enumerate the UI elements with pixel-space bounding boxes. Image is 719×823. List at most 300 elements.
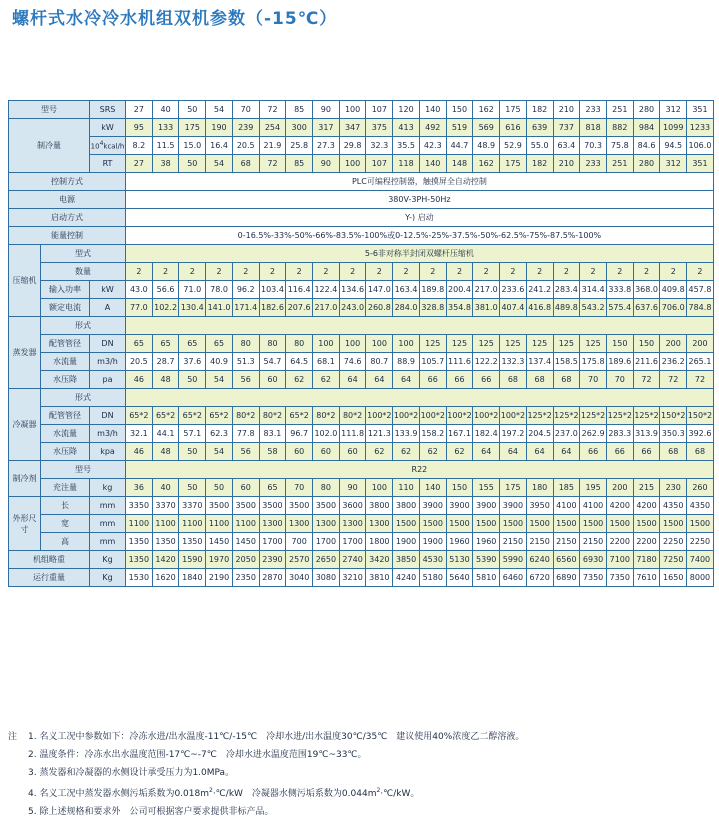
condenser-pipe-row-cell: 150*2 [687, 407, 714, 425]
compressor-type-label: 型式 [41, 245, 126, 263]
refrigerant-charge-unit: kg [90, 479, 126, 497]
condenser-drop-row-cell: 50 [179, 443, 206, 461]
condenser-pipe-row [9, 407, 714, 425]
capacity-kcal-cell: 94.5 [660, 137, 687, 155]
dims-width-row [9, 515, 714, 533]
evaporator-drop-row-cell: 46 [126, 371, 153, 389]
refrigerant-type-row [9, 461, 714, 479]
control-row-label: 控制方式 [9, 173, 126, 191]
note-2: 2. 温度条件：冷冻水出水温度范围-17℃~-7℃ 冷却水进水温度范围19℃~33℃。 [28, 750, 367, 760]
evaporator-drop-row-cell: 48 [152, 371, 179, 389]
condenser-pipe-row-cell: 100*2 [366, 407, 393, 425]
dims-length-row-cell: 3900 [500, 497, 527, 515]
net-weight-row-cell: 2050 [232, 551, 259, 569]
condenser-drop-row-cell: 54 [206, 443, 233, 461]
control-row [9, 173, 714, 191]
net-weight-row-cell: 3850 [393, 551, 420, 569]
dims-width-row-cell: 1100 [152, 515, 179, 533]
condenser-flow-row-cell: 96.7 [286, 425, 313, 443]
refrigerant-charge-label: 充注量 [41, 479, 90, 497]
model-row-cell: 175 [500, 101, 527, 119]
model-row-cell: 210 [553, 101, 580, 119]
evaporator-flow-row [9, 353, 714, 371]
condenser-drop-unit: kpa [90, 443, 126, 461]
compressor-qty-row-cell: 2 [339, 263, 366, 281]
compressor-input-row-cell: 233.6 [500, 281, 527, 299]
compressor-qty-row-cell: 2 [580, 263, 607, 281]
dims-length-row-cell: 4100 [553, 497, 580, 515]
capacity-rt-unit: RT [90, 155, 126, 173]
compressor-current-row-cell: 637.6 [633, 299, 660, 317]
run-weight-row-cell: 3080 [313, 569, 340, 587]
compressor-type-value: 5-6非对称半封闭双螺杆压缩机 [126, 245, 714, 263]
condenser-flow-row-cell: 133.9 [393, 425, 420, 443]
compressor-input-row-cell: 314.4 [580, 281, 607, 299]
model-unit: SRS [90, 101, 126, 119]
model-row-cell: 85 [286, 101, 313, 119]
evaporator-drop-row-cell: 68 [526, 371, 553, 389]
capacity-rt-row-cell: 140 [419, 155, 446, 173]
dims-length-row-cell: 4200 [633, 497, 660, 515]
condenser-pipe-row-cell: 125*2 [580, 407, 607, 425]
note-3: 3. 蒸发器和冷凝器的水侧设计承受压力为1.0MPa。 [28, 768, 235, 778]
evaporator-drop-row-cell: 66 [446, 371, 473, 389]
capacity-kw-cell: 519 [446, 119, 473, 137]
compressor-current-row-cell: 416.8 [526, 299, 553, 317]
dims-length-row-cell: 4200 [606, 497, 633, 515]
dims-length-row-cell: 4350 [660, 497, 687, 515]
capacity-rt-row-cell: 85 [286, 155, 313, 173]
compressor-current-row-cell: 328.8 [419, 299, 446, 317]
net-weight-row-cell: 2650 [313, 551, 340, 569]
condenser-drop-row-cell: 64 [500, 443, 527, 461]
net-weight-row-cell: 7250 [660, 551, 687, 569]
evaporator-drop-row-cell: 64 [339, 371, 366, 389]
dims-length-row [9, 497, 714, 515]
model-row-cell: 182 [526, 101, 553, 119]
dims-length-row-cell: 3900 [473, 497, 500, 515]
net-weight-row-cell: 1590 [179, 551, 206, 569]
compressor-current-row [9, 299, 714, 317]
compressor-input-row-cell: 134.6 [339, 281, 366, 299]
dims-height-row-cell: 1450 [206, 533, 233, 551]
capacity-kcal-cell: 27.3 [313, 137, 340, 155]
dims-length-row-cell: 3370 [152, 497, 179, 515]
compressor-input-row-cell: 122.4 [313, 281, 340, 299]
compressor-current-row-cell: 171.4 [232, 299, 259, 317]
start-row [9, 209, 714, 227]
model-row-cell: 70 [232, 101, 259, 119]
condenser-pipe-label: 配管管径 [41, 407, 90, 425]
evaporator-drop-row-cell: 68 [500, 371, 527, 389]
condenser-drop-row-cell: 66 [580, 443, 607, 461]
compressor-current-row-cell: 217.0 [313, 299, 340, 317]
evaporator-drop-label: 水压降 [41, 371, 90, 389]
compressor-current-row-cell: 407.4 [500, 299, 527, 317]
evaporator-flow-row-cell: 158.5 [553, 353, 580, 371]
run-weight-row-cell: 2190 [206, 569, 233, 587]
evaporator-pipe-row-cell: 65 [206, 335, 233, 353]
evaporator-drop-row-cell: 62 [286, 371, 313, 389]
capacity-kw-cell: 984 [633, 119, 660, 137]
capacity-kw-cell: 133 [152, 119, 179, 137]
model-row-cell: 312 [660, 101, 687, 119]
evaporator-drop-row-cell: 50 [179, 371, 206, 389]
condenser-pipe-row-cell: 100*2 [419, 407, 446, 425]
capacity-kcal-cell: 29.8 [339, 137, 366, 155]
condenser-drop-row-cell: 68 [687, 443, 714, 461]
condenser-pipe-row-cell: 65*2 [126, 407, 153, 425]
evaporator-flow-row-cell: 105.7 [419, 353, 446, 371]
run-weight-row-cell: 6890 [553, 569, 580, 587]
evaporator-pipe-row-cell: 200 [660, 335, 687, 353]
run-weight-row-cell: 3040 [286, 569, 313, 587]
condenser-drop-row-cell: 64 [473, 443, 500, 461]
capacity-kw-cell: 239 [232, 119, 259, 137]
compressor-qty-row-cell: 2 [660, 263, 687, 281]
compressor-qty-row-cell: 2 [473, 263, 500, 281]
refrigerant-charge-row-cell: 110 [393, 479, 420, 497]
run-weight-row-cell: 7610 [633, 569, 660, 587]
model-row-cell: 40 [152, 101, 179, 119]
condenser-flow-row-cell: 44.1 [152, 425, 179, 443]
capacity-kw-cell: 347 [339, 119, 366, 137]
evaporator-drop-row-cell: 68 [553, 371, 580, 389]
model-label: 型号 [9, 101, 90, 119]
dims-height-row-cell: 1900 [393, 533, 420, 551]
condenser-drop-row-cell: 58 [259, 443, 286, 461]
evaporator-pipe-row [9, 335, 714, 353]
net-weight-unit: Kg [90, 551, 126, 569]
dims-height-row-cell: 700 [286, 533, 313, 551]
compressor-qty-row-cell: 2 [526, 263, 553, 281]
net-weight-row-cell: 4530 [419, 551, 446, 569]
compressor-input-row-cell: 283.4 [553, 281, 580, 299]
condenser-pipe-unit: DN [90, 407, 126, 425]
capacity-kw-cell: 616 [500, 119, 527, 137]
capacity-rt-row-cell: 72 [259, 155, 286, 173]
capacity-kw-cell: 569 [473, 119, 500, 137]
condenser-flow-row-cell: 102.0 [313, 425, 340, 443]
power-row-value: 380V-3PH-50Hz [126, 191, 714, 209]
evaporator-pipe-row-cell: 80 [286, 335, 313, 353]
start-row-label: 启动方式 [9, 209, 126, 227]
evaporator-pipe-label: 配管管径 [41, 335, 90, 353]
compressor-qty-row-cell: 2 [152, 263, 179, 281]
capacity-kw-cell: 95 [126, 119, 153, 137]
refrigerant-charge-row-cell: 200 [606, 479, 633, 497]
capacity-rt-row-cell: 175 [500, 155, 527, 173]
dims-length-unit: mm [90, 497, 126, 515]
model-row-cell: 107 [366, 101, 393, 119]
dims-length-row-cell: 3500 [259, 497, 286, 515]
refrigerant-charge-row-cell: 70 [286, 479, 313, 497]
evaporator-drop-row-cell: 70 [580, 371, 607, 389]
evaporator-drop-row-cell: 64 [366, 371, 393, 389]
dims-width-row-cell: 1500 [393, 515, 420, 533]
capacity-kw-cell: 639 [526, 119, 553, 137]
capacity-kcal-cell: 35.5 [393, 137, 420, 155]
dims-length-row-cell: 3800 [393, 497, 420, 515]
notes-mark: 注 [8, 732, 18, 742]
compressor-qty-row-cell: 2 [393, 263, 420, 281]
evaporator-pipe-row-cell: 125 [419, 335, 446, 353]
net-weight-row-cell: 1970 [206, 551, 233, 569]
evaporator-drop-unit: pa [90, 371, 126, 389]
condenser-drop-row-cell: 62 [366, 443, 393, 461]
condenser-pipe-row-cell: 65*2 [206, 407, 233, 425]
capacity-kcal-cell: 52.9 [500, 137, 527, 155]
evaporator-flow-row-cell: 28.7 [152, 353, 179, 371]
run-weight-row-cell: 7350 [580, 569, 607, 587]
capacity-rt-row-cell: 280 [633, 155, 660, 173]
compressor-input-row-cell: 78.0 [206, 281, 233, 299]
run-weight-row-cell: 3810 [366, 569, 393, 587]
evaporator-pipe-row-cell: 150 [633, 335, 660, 353]
compressor-current-row-cell: 284.0 [393, 299, 420, 317]
condenser-drop-label: 水压降 [41, 443, 90, 461]
evaporator-drop-row-cell: 72 [687, 371, 714, 389]
dims-height-row-cell: 1350 [179, 533, 206, 551]
capacity-rt-row-cell: 107 [366, 155, 393, 173]
refrigerant-type-value: R22 [126, 461, 714, 479]
capacity-kcal-cell: 32.3 [366, 137, 393, 155]
capacity-kw-cell: 1099 [660, 119, 687, 137]
notes [8, 728, 713, 821]
condenser-drop-row-cell: 56 [232, 443, 259, 461]
condenser-flow-row-cell: 83.1 [259, 425, 286, 443]
compressor-current-row-cell: 381.0 [473, 299, 500, 317]
condenser-type-value [126, 389, 714, 407]
dims-length-row-cell: 3950 [526, 497, 553, 515]
compressor-current-label: 额定电流 [41, 299, 90, 317]
run-weight-row-cell: 2350 [232, 569, 259, 587]
refrigerant-charge-row-cell: 40 [152, 479, 179, 497]
dims-section: 外形尺寸 [9, 497, 41, 551]
dims-height-row-cell: 2200 [633, 533, 660, 551]
capacity-kcal-cell: 11.5 [152, 137, 179, 155]
dims-length-row-cell: 3350 [126, 497, 153, 515]
dims-length-row-cell: 3800 [366, 497, 393, 515]
evaporator-flow-row-cell: 265.1 [687, 353, 714, 371]
energy-row-value: 0-16.5%-33%-50%-66%-83.5%-100%或0-12.5%-25%-37.5%-50%-62.5%-75%-87.5%-100% [126, 227, 714, 245]
condenser-flow-row-cell: 204.5 [526, 425, 553, 443]
capacity-rt-row-cell: 118 [393, 155, 420, 173]
evaporator-flow-row-cell: 40.9 [206, 353, 233, 371]
condenser-flow-row-cell: 262.9 [580, 425, 607, 443]
evaporator-pipe-row-cell: 125 [526, 335, 553, 353]
condenser-drop-row-cell: 60 [339, 443, 366, 461]
capacity-kw-unit: kW [90, 119, 126, 137]
refrigerant-charge-row-cell: 180 [526, 479, 553, 497]
dims-height-row-cell: 2250 [660, 533, 687, 551]
dims-height-row-cell: 1960 [473, 533, 500, 551]
compressor-current-row-cell: 260.8 [366, 299, 393, 317]
capacity-kw-row [9, 119, 714, 137]
dims-width-row-cell: 1500 [687, 515, 714, 533]
condenser-pipe-row-cell: 100*2 [446, 407, 473, 425]
refrigerant-charge-row-cell: 195 [580, 479, 607, 497]
evaporator-drop-row-cell: 70 [606, 371, 633, 389]
note-1: 1. 名义工况中参数如下：冷冻水进/出水温度-11℃/-15℃ 冷却水进/出水温度30℃/35℃ 建议使用40%浓度乙二醇溶液。 [28, 732, 525, 742]
model-row-cell: 251 [606, 101, 633, 119]
compressor-qty-row-cell: 2 [633, 263, 660, 281]
capacity-kcal-cell: 42.3 [419, 137, 446, 155]
refrigerant-charge-row-cell: 50 [179, 479, 206, 497]
capacity-kw-cell: 882 [606, 119, 633, 137]
note-5: 5. 除上述规格和要求外 公司可根据客户要求提供非标产品。 [28, 807, 274, 817]
compressor-current-row-cell: 130.4 [179, 299, 206, 317]
evaporator-flow-row-cell: 37.6 [179, 353, 206, 371]
net-weight-row-cell: 6240 [526, 551, 553, 569]
condenser-flow-row-cell: 32.1 [126, 425, 153, 443]
refrigerant-section: 制冷剂 [9, 461, 41, 497]
compressor-qty-row-cell: 2 [179, 263, 206, 281]
capacity-kcal-cell: 70.3 [580, 137, 607, 155]
refrigerant-charge-row-cell: 65 [259, 479, 286, 497]
compressor-current-row-cell: 141.0 [206, 299, 233, 317]
refrigerant-type-label: 型号 [41, 461, 126, 479]
refrigerant-charge-row-cell: 80 [313, 479, 340, 497]
page-title: 螺杆式水冷冷水机组双机参数（-15℃） [12, 9, 338, 29]
evaporator-flow-row-cell: 132.3 [500, 353, 527, 371]
dims-length-row-cell: 3900 [419, 497, 446, 515]
dims-length-row-cell: 3370 [179, 497, 206, 515]
evaporator-pipe-row-cell: 100 [366, 335, 393, 353]
dims-height-row-cell: 2250 [687, 533, 714, 551]
model-row-cell: 50 [179, 101, 206, 119]
model-row-cell: 54 [206, 101, 233, 119]
evaporator-pipe-row-cell: 80 [259, 335, 286, 353]
evaporator-pipe-row-cell: 125 [446, 335, 473, 353]
dims-height-row-cell: 1800 [366, 533, 393, 551]
evaporator-pipe-row-cell: 65 [152, 335, 179, 353]
capacity-rt-row-cell: 68 [232, 155, 259, 173]
condenser-pipe-row-cell: 100*2 [500, 407, 527, 425]
condenser-drop-row-cell: 66 [633, 443, 660, 461]
evaporator-pipe-row-cell: 100 [339, 335, 366, 353]
net-weight-row-cell: 6930 [580, 551, 607, 569]
capacity-kw-cell: 818 [580, 119, 607, 137]
run-weight-row-cell: 6460 [500, 569, 527, 587]
condenser-flow-row-cell: 167.1 [446, 425, 473, 443]
note-4: 4. 名义工况中蒸发器水侧污垢系数为$0.018m^2\cdot℃/kW$ 冷凝器水侧污垢系数为$0.044m^2\cdot℃/kW$。 [28, 787, 420, 799]
model-row-cell: 233 [580, 101, 607, 119]
condenser-flow-row-cell: 197.2 [500, 425, 527, 443]
refrigerant-charge-row-cell: 185 [553, 479, 580, 497]
capacity-rt-row-cell: 100 [339, 155, 366, 173]
condenser-pipe-row-cell: 80*2 [313, 407, 340, 425]
dims-height-row-cell: 2150 [553, 533, 580, 551]
model-row-cell: 162 [473, 101, 500, 119]
condenser-pipe-row-cell: 80*2 [259, 407, 286, 425]
capacity-kcal-cell: 16.4 [206, 137, 233, 155]
dims-length-row-cell: 3600 [339, 497, 366, 515]
refrigerant-charge-row-cell: 90 [339, 479, 366, 497]
compressor-current-row-cell: 182.6 [259, 299, 286, 317]
dims-width-row-cell: 1500 [419, 515, 446, 533]
condenser-drop-row-cell: 64 [553, 443, 580, 461]
compressor-section: 压缩机 [9, 245, 41, 317]
run-weight-row-cell: 8000 [687, 569, 714, 587]
capacity-rt-row-cell: 351 [687, 155, 714, 173]
evaporator-flow-row-cell: 189.6 [606, 353, 633, 371]
capacity-kcal-cell: 25.8 [286, 137, 313, 155]
dims-height-row-cell: 2150 [500, 533, 527, 551]
evaporator-drop-row [9, 371, 714, 389]
condenser-flow-row-cell: 283.3 [606, 425, 633, 443]
capacity-rt-row [9, 155, 714, 173]
evaporator-section: 蒸发器 [9, 317, 41, 389]
capacity-kcal-cell: 15.0 [179, 137, 206, 155]
condenser-pipe-row-cell: 65*2 [179, 407, 206, 425]
net-weight-row [9, 551, 714, 569]
refrigerant-charge-row-cell: 175 [500, 479, 527, 497]
condenser-flow-row-cell: 121.3 [366, 425, 393, 443]
net-weight-row-cell: 5990 [500, 551, 527, 569]
net-weight-row-cell: 2390 [259, 551, 286, 569]
energy-row-label: 能量控制 [9, 227, 126, 245]
net-weight-row-cell: 7100 [606, 551, 633, 569]
dims-height-row-cell: 2150 [526, 533, 553, 551]
compressor-input-row-cell: 71.0 [179, 281, 206, 299]
compressor-input-label: 输入功率 [41, 281, 90, 299]
capacity-rt-row-cell: 162 [473, 155, 500, 173]
refrigerant-charge-row-cell: 215 [633, 479, 660, 497]
spec-table [8, 100, 714, 587]
refrigerant-charge-row-cell: 260 [687, 479, 714, 497]
run-weight-row-cell: 1530 [126, 569, 153, 587]
capacity-kcal-cell: 84.6 [633, 137, 660, 155]
net-weight-row-cell: 1350 [126, 551, 153, 569]
dims-width-row-cell: 1100 [179, 515, 206, 533]
compressor-current-row-cell: 543.2 [580, 299, 607, 317]
condenser-pipe-row-cell: 65*2 [286, 407, 313, 425]
dims-width-row-cell: 1500 [660, 515, 687, 533]
evaporator-drop-row-cell: 60 [259, 371, 286, 389]
dims-length-row-cell: 3500 [313, 497, 340, 515]
capacity-kw-cell: 190 [206, 119, 233, 137]
dims-length-row-cell: 3500 [232, 497, 259, 515]
evaporator-pipe-row-cell: 125 [553, 335, 580, 353]
capacity-kw-cell: 737 [553, 119, 580, 137]
compressor-input-row-cell: 333.8 [606, 281, 633, 299]
evaporator-pipe-row-cell: 125 [473, 335, 500, 353]
condenser-pipe-row-cell: 65*2 [152, 407, 179, 425]
evaporator-pipe-row-cell: 125 [580, 335, 607, 353]
model-row [9, 101, 714, 119]
model-row-cell: 72 [259, 101, 286, 119]
dims-width-row-cell: 1100 [206, 515, 233, 533]
dims-width-row-cell: 1100 [126, 515, 153, 533]
dims-width-row-cell: 1100 [232, 515, 259, 533]
capacity-kw-cell: 413 [393, 119, 420, 137]
compressor-qty-row-cell: 2 [446, 263, 473, 281]
net-weight-row-cell: 1420 [152, 551, 179, 569]
condenser-flow-row-cell: 392.6 [687, 425, 714, 443]
run-weight-row-cell: 2870 [259, 569, 286, 587]
compressor-current-row-cell: 102.2 [152, 299, 179, 317]
capacity-kcal-cell: 63.4 [553, 137, 580, 155]
dims-width-row-cell: 1500 [633, 515, 660, 533]
net-weight-row-cell: 5390 [473, 551, 500, 569]
model-row-cell: 100 [339, 101, 366, 119]
condenser-drop-row-cell: 46 [126, 443, 153, 461]
run-weight-row-cell: 5810 [473, 569, 500, 587]
condenser-pipe-row-cell: 125*2 [606, 407, 633, 425]
model-row-cell: 280 [633, 101, 660, 119]
evaporator-flow-row-cell: 20.5 [126, 353, 153, 371]
